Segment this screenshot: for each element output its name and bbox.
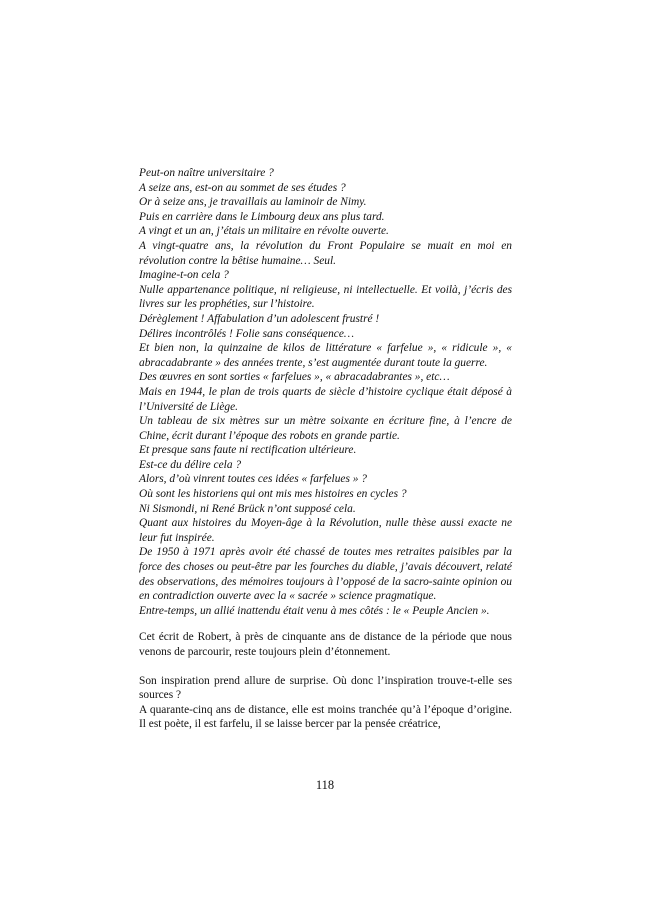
- quotation-line: Où sont les historiens qui ont mis mes histoires en cycles ?: [139, 488, 407, 501]
- quotation-line: Peut-on naître universitaire ?: [139, 167, 274, 179]
- paragraph: Cet écrit de Robert, à près de cinquante ans de distance de la période que nous venons de parcourir, reste toujours plein d’étonnement.: [139, 631, 512, 658]
- quotation-line: A vingt et un an, j’étais un militaire en révolte ouverte.: [139, 225, 389, 238]
- quotation-line: Quant aux histoires du Moyen-âge à la Révolution, nulle thèse aussi exacte ne leur fut inspirée.: [139, 517, 512, 544]
- quotation-line: A seize ans, est-on au sommet de ses études ?: [139, 181, 346, 194]
- quotation-line: Et bien non, la quinzaine de kilos de littérature « farfelue », « ridicule », « abracadabrante » des années trente, s’est augmentée durant toute la guerre.: [139, 342, 512, 369]
- quotation-line: Alors, d’où vinrent toutes ces idées « farfelues » ?: [139, 473, 367, 486]
- quotation-line: A vingt-quatre ans, la révolution du Front Populaire se muait en moi en révolution contre la bêtise humaine… Seul.: [139, 239, 512, 267]
- italic-quotation: [139, 166, 512, 618]
- quotation-line: Ni Sismondi, ni René Brück n’ont supposé cela.: [139, 502, 356, 515]
- paragraph: A quarante-cinq ans de distance, elle est moins tranchée qu’à l’époque d’origine. Il est poète, il est farfelu, il se laisse bercer par la pensée créatrice,: [139, 703, 512, 731]
- quotation-line: Et presque sans faute ni rectification ultérieure.: [139, 444, 357, 457]
- quotation-line: De 1950 à 1971 après avoir été chassé de toutes mes retraites paisibles par la force des choses ou peut-être par les fourches du diable, j’avais découvert, relaté des observations, des mémoires toujours à l’opposé de la sacro-sainte opinion ou en contradiction ouverte avec la « sacrée » science pragmatique.: [139, 546, 512, 603]
- quotation-line: Imagine-t-on cela ?: [139, 269, 229, 282]
- quotation-line: Délires incontrôlés ! Folie sans conséquence…: [139, 327, 355, 340]
- quotation-line: Or à seize ans, je travaillais au laminoir de Nimy.: [139, 196, 367, 209]
- page-number: 118: [315, 778, 335, 792]
- quotation-line: Puis en carrière dans le Limbourg deux ans plus tard.: [139, 210, 385, 223]
- quotation-line: Des œuvres en sont sorties « farfelues », « abracadabrantes », etc…: [139, 371, 450, 384]
- body-text: [139, 630, 512, 732]
- paragraph: Son inspiration prend allure de surprise. Où donc l’inspiration trouve-t-elle ses sources ?: [139, 674, 512, 702]
- quotation-line: Entre-temps, un allié inattendu était venu à mes côtés : le « Peuple Ancien ».: [139, 604, 490, 617]
- quotation-line: Dérèglement ! Affabulation d’un adolescent frustré !: [139, 312, 380, 325]
- page-content: [139, 166, 512, 732]
- quotation-line: Est-ce du délire cela ?: [139, 458, 242, 471]
- quotation-line: Mais en 1944, le plan de trois quarts de siècle d’histoire cyclique était déposé à l’Université de Liège.: [139, 385, 512, 413]
- quotation-line: Nulle appartenance politique, ni religieuse, ni intellectuelle. Et voilà, j’écris des livres sur les prophéties, sur l’histoire.: [139, 283, 512, 311]
- quotation-line: Un tableau de six mètres sur un mètre soixante en écriture fine, à l’encre de Chine, écrit durant l’époque des robots en grande partie.: [139, 415, 512, 442]
